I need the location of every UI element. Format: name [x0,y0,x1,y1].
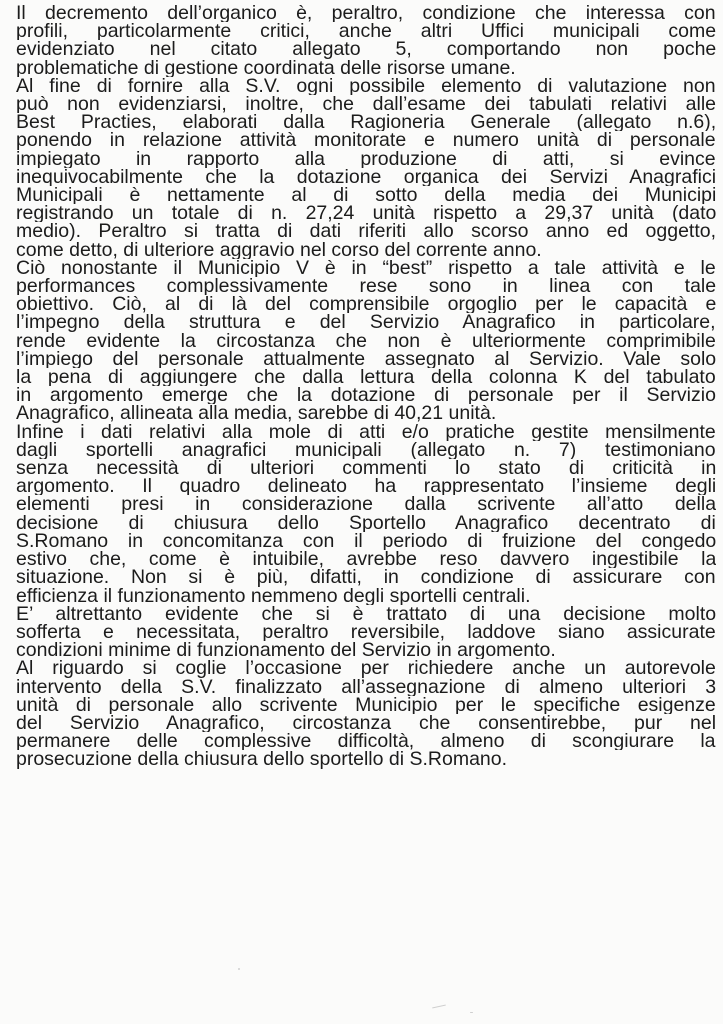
text-line: Il decremento dell’organico è, peraltro, condizione che interessa con [16,4,716,23]
text-line: problematiche di gestione coordinata delle risorse umane. [16,58,516,77]
text-line: S.Romano in concomitanza con il periodo di fruizione del congedo [16,531,716,551]
text-line: decisione di chiusura dello Sportello Anagrafico decentrato di [16,513,716,532]
paragraph-municipio-v [16,259,716,423]
text-line: Ciò nonostante il Municipio V è in “best” rispetto a tale attività e le [16,258,716,278]
text-line: prosecuzione della chiusura dello sportello di S.Romano. [16,750,508,769]
document-body [16,4,716,769]
text-line: evidenziato nel citato allegato 5, comportando non poche [16,40,716,59]
text-line: può non evidenziarsi, inoltre, che dall’esame dei tabulati relativi alle [16,95,716,114]
paragraph-staff-reduction [16,4,716,77]
text-line: intervento della S.V. finalizzato all’assegnazione di almeno ulteriori 3 [16,677,716,696]
text-line: sofferta e necessitata, peraltro reversibile, laddove siano assicurate [16,622,716,642]
text-line: registrando un totale di n. 27,24 unità rispetto a 29,37 unità (dato [16,204,716,223]
text-line: rende evidente la circostanza che non è ulteriormente comprimibile [16,331,716,350]
text-line: efficienza il funzionamento nemmeno degli sportelli centrali. [16,586,531,605]
text-line: Al fine di fornire alla S.V. ogni possibile elemento di valutazione non [16,76,716,96]
text-line: medio). Peraltro si tratta di dati riferiti allo scorso anno ed oggetto, [16,222,716,241]
scan-speck [432,1005,446,1009]
text-line: Infine i dati relativi alla mole di atti e/o pratiche gestite mensilmente [16,422,716,441]
paragraph-request [16,659,716,768]
text-line: ponendo in relazione attività monitorate e numero unità di personale [16,131,716,150]
text-line: situazione. Non si è più, difatti, in condizione di assicurare con [16,568,716,587]
text-line: unità di personale allo scrivente Municipio per le specifiche esigenze [16,695,716,714]
text-line: profili, particolarmente critici, anche altri Uffici municipali come [16,22,716,41]
text-line: permanere delle complessive difficoltà, almeno di scongiurare la [16,732,716,751]
text-line: inequivocabilmente che la dotazione organica dei Servizi Anagrafici [16,167,716,187]
text-line: del Servizio Anagrafico, circostanza che consentirebbe, pur nel [16,713,716,733]
text-line: condizioni minime di funzionamento del Servizio in argomento. [16,641,556,660]
text-line: Al riguardo si coglie l’occasione per richiedere anche un autorevole [16,659,716,678]
text-line: in argomento emerge che la dotazione di personale per il Servizio [16,386,716,405]
text-line: dagli sportelli anagrafici municipali (allegato n. 7) testimoniano [16,440,716,460]
text-line: E’ altrettanto evidente che si è trattato di una decisione molto [16,604,716,623]
text-line: argomento. Il quadro delineato ha rappresentato l’insieme degli [16,477,716,496]
text-line: performances complessivamente rese sono in linea con tale [16,277,716,296]
paragraph-counter-closure [16,423,716,605]
text-line: Anagrafico, allineata alla media, sarebbe di 40,21 unità. [16,404,497,423]
text-line: come detto, di ulteriore aggravio nel corso del corrente anno. [16,240,542,259]
text-line: la pena di aggiungere che dalla lettura della colonna K del tabulato [16,368,716,387]
text-line: obiettivo. Ciò, al di là del comprensibile orgoglio per le capacità e [16,295,716,314]
text-line: l’impegno della struttura e del Servizio Anagrafico in particolare, [16,313,716,332]
text-line: estivo che, come è intuibile, avrebbe reso davvero ingestibile la [16,550,716,569]
text-line: Municipali è nettamente al di sotto della media dei Municipi [16,186,716,205]
text-line: l’impiego del personale attualmente assegnato al Servizio. Vale solo [16,349,716,369]
scan-speck [470,1012,473,1013]
text-line: Best Practies, elaborati dalla Ragioneria Generale (allegato n.6), [16,113,716,132]
text-line: senza necessità di ulteriori commenti lo stato di criticità in [16,459,716,478]
text-line: impiegato in rapporto alla produzione di atti, si evince [16,149,716,168]
scan-speck [238,968,240,970]
text-line: elementi presi in considerazione dalla scrivente all’atto della [16,495,716,514]
paragraph-decision [16,605,716,660]
paragraph-best-practices [16,77,716,259]
